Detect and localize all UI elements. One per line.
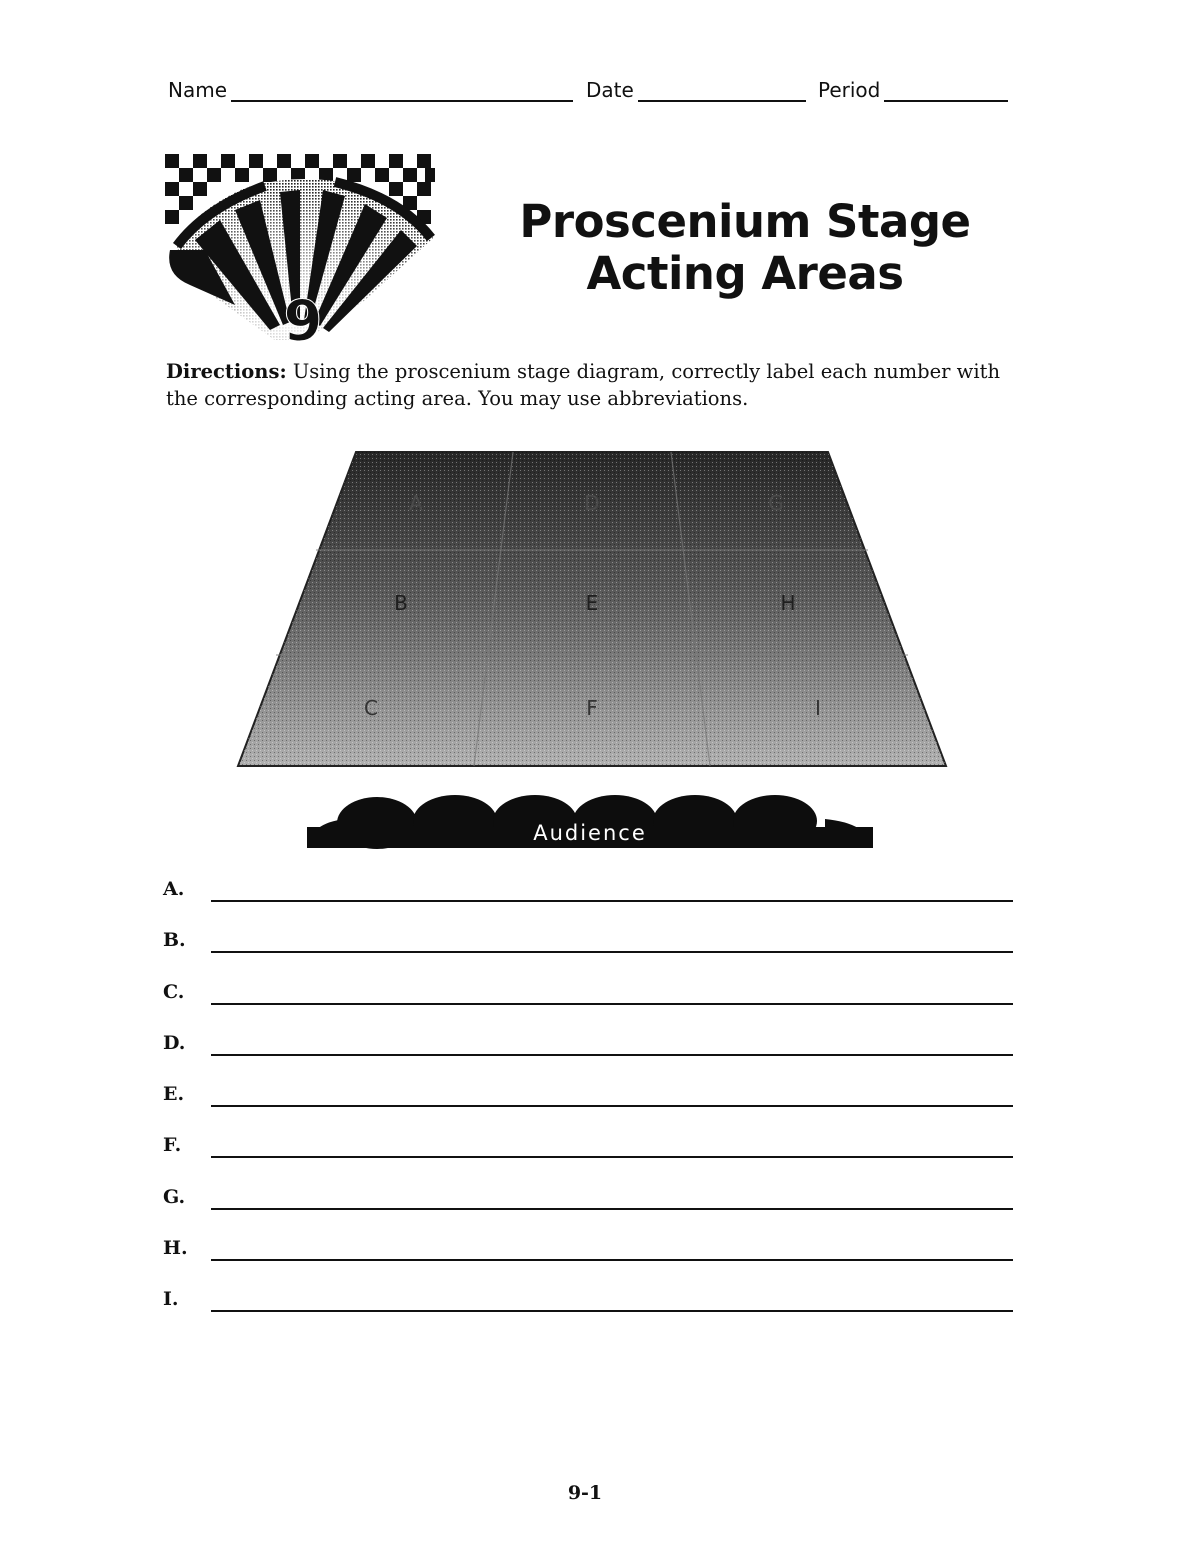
answer-letter: G. <box>163 1185 186 1208</box>
date-line[interactable] <box>638 78 806 102</box>
stage-area-label: A <box>409 491 423 515</box>
answer-row <box>163 878 1013 929</box>
answer-letter: I. <box>163 1288 179 1311</box>
answer-letter: F. <box>163 1134 182 1157</box>
answer-letter: B. <box>163 929 186 952</box>
answer-row <box>163 1237 1013 1288</box>
directions-label: Directions: <box>166 360 287 383</box>
answer-line[interactable] <box>211 1003 1013 1005</box>
answer-row <box>163 1186 1013 1237</box>
answer-letter: H. <box>163 1237 188 1260</box>
period-line[interactable] <box>884 78 1008 102</box>
stage-area-label: I <box>815 696 821 720</box>
date-field[interactable] <box>586 78 806 102</box>
name-label: Name <box>168 78 228 102</box>
page-title <box>500 196 990 300</box>
title-line-1: Proscenium Stage <box>519 195 971 248</box>
date-label: Date <box>586 78 634 102</box>
directions-text: Using the proscenium stage diagram, correctly label each number with the corresponding acting area. You may use abbreviations. <box>166 360 1001 410</box>
stage-area-label: H <box>780 591 796 615</box>
answer-line[interactable] <box>211 1105 1013 1107</box>
chapter-number: 9 <box>283 289 323 345</box>
answer-letter: E. <box>163 1083 185 1106</box>
answer-row <box>163 1288 1013 1339</box>
answer-letter: C. <box>163 980 185 1003</box>
name-field[interactable] <box>168 78 573 102</box>
period-label: Period <box>818 78 881 102</box>
answer-row <box>163 981 1013 1032</box>
name-line[interactable] <box>231 78 573 102</box>
answer-row <box>163 1134 1013 1185</box>
answer-line[interactable] <box>211 1208 1013 1210</box>
stage-area-label: D <box>584 491 600 515</box>
stage-area-label: F <box>586 696 598 720</box>
audience-label: Audience <box>533 821 647 845</box>
answer-row <box>163 929 1013 980</box>
answer-line[interactable] <box>211 1054 1013 1056</box>
chapter-logo <box>165 150 440 345</box>
answer-row <box>163 1032 1013 1083</box>
directions <box>166 358 1026 412</box>
stage-area-label: C <box>364 696 378 720</box>
answer-line[interactable] <box>211 1156 1013 1158</box>
answer-line[interactable] <box>211 1310 1013 1312</box>
period-field[interactable] <box>818 78 1008 102</box>
answer-line[interactable] <box>211 951 1013 953</box>
stage-area-label: E <box>585 591 599 615</box>
answer-line[interactable] <box>211 900 1013 902</box>
answer-line[interactable] <box>211 1259 1013 1261</box>
page-number: 9-1 <box>567 1482 603 1504</box>
header-fields <box>168 78 1013 108</box>
stage-diagram <box>236 450 948 768</box>
answer-list <box>163 878 1013 1340</box>
audience-silhouette <box>305 793 875 849</box>
answer-letter: D. <box>163 1031 186 1054</box>
stage-area-label: B <box>394 591 408 615</box>
stage-area-label: G <box>768 491 784 515</box>
answer-letter: A. <box>163 878 185 900</box>
title-line-2: Acting Areas <box>586 247 904 300</box>
answer-row <box>163 1083 1013 1134</box>
